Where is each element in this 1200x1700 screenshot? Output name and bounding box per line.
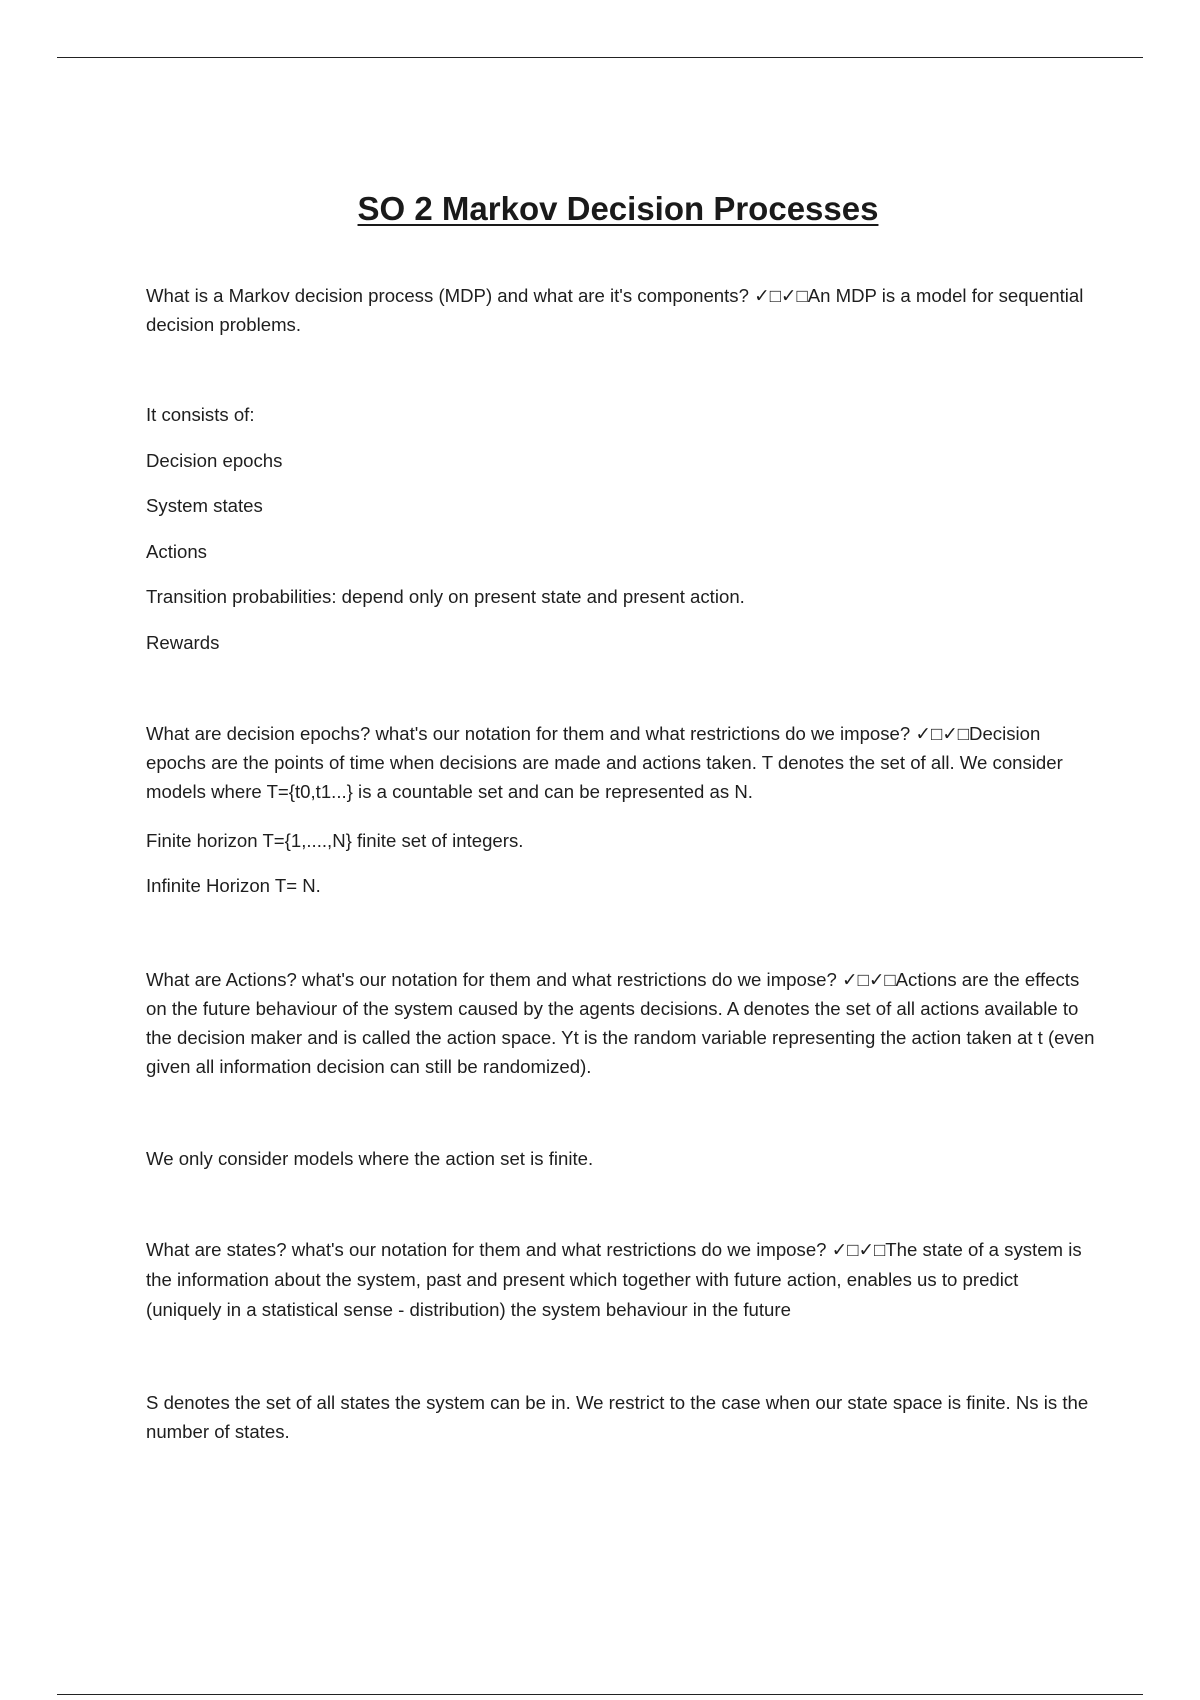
q1-paragraph — [146, 281, 1096, 339]
q2-question: What are decision epochs? what's our notation for them and what restrictions do we impose? — [146, 723, 911, 744]
q3-question: What are Actions? what's our notation for them and what restrictions do we impose? — [146, 969, 837, 990]
q4-answer: The state of a system is the information about the system, past and present which together with future action, enables us to predict (uniquely in a statistical sense - distribution) the system behaviour in the future — [146, 1239, 1082, 1320]
q2-finite-horizon: Finite horizon T={1,....,N} finite set of integers. — [146, 830, 524, 851]
check-mark-icon: ✓□✓□ — [831, 1239, 886, 1260]
q2-infinite-horizon: Infinite Horizon T= N. — [146, 875, 321, 896]
check-mark-icon: ✓□✓□ — [915, 723, 970, 744]
q1-intro: It consists of: — [146, 404, 255, 425]
list-item: System states — [146, 495, 263, 516]
q3-paragraph — [146, 965, 1096, 1081]
top-rule — [57, 57, 1143, 58]
q2-paragraph — [146, 719, 1096, 806]
q4-note: S denotes the set of all states the system can be in. We restrict to the case when our state space is finite. Ns is the number of states. — [146, 1392, 1089, 1442]
list-item: Decision epochs — [146, 450, 283, 471]
q3-note: We only consider models where the action set is finite. — [146, 1148, 594, 1169]
q2-answer: Decision epochs are the points of time when decisions are made and actions taken. T denotes the set of all. We consider models where T={t0,t1...} is a countable set and can be represented as N. — [146, 723, 1063, 802]
q1-answer: An MDP is a model for sequential decision problems. — [146, 285, 1084, 335]
q3-answer: Actions are the effects on the future behaviour of the system caused by the agents decisions. A denotes the set of all actions available to the decision maker and is called the action space. Yt is the random variable representing the action taken at t (even given all information decision can still be randomized). — [146, 969, 1095, 1077]
check-mark-icon: ✓□✓□ — [754, 285, 808, 306]
list-item: Actions — [146, 541, 207, 562]
check-mark-icon: ✓□✓□ — [842, 969, 896, 990]
q1-question: What is a Markov decision process (MDP) and what are it's components? — [146, 285, 749, 306]
q4-question: What are states? what's our notation for them and what restrictions do we impose? — [146, 1239, 827, 1260]
q4-paragraph — [146, 1235, 1096, 1325]
bottom-rule — [57, 1694, 1143, 1695]
list-item: Rewards — [146, 632, 220, 653]
list-item: Transition probabilities: depend only on present state and present action. — [146, 586, 745, 607]
page-title: SO 2 Markov Decision Processes — [357, 190, 879, 227]
